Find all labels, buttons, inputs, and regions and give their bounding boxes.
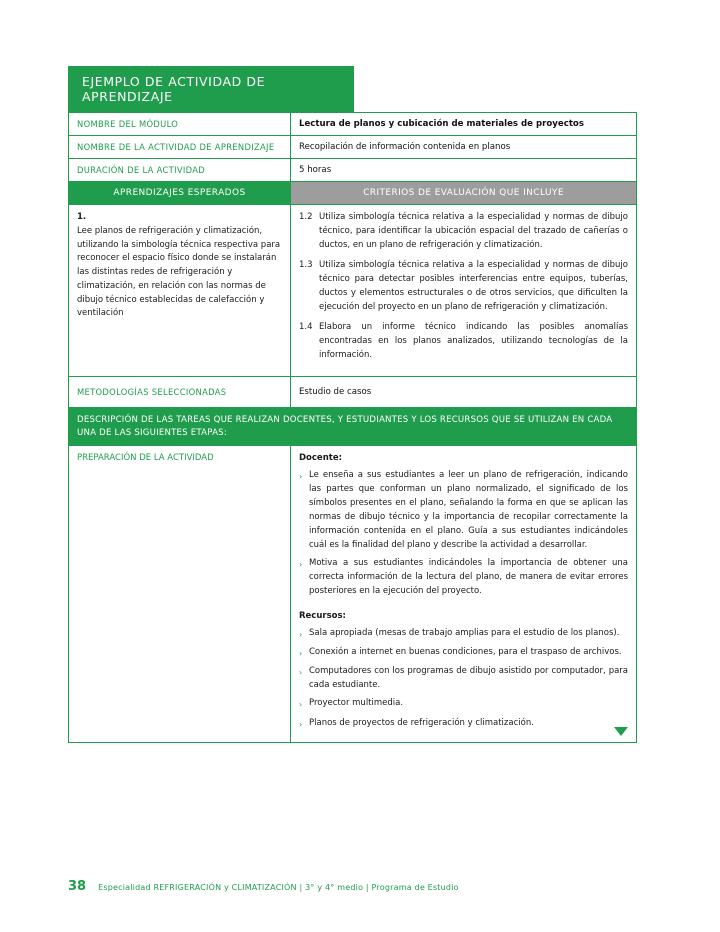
table-row-duracion [69,159,637,182]
chevron-right-icon: › [299,560,303,570]
list-item [299,697,628,711]
label-preparacion-actividad: PREPARACIÓN DE LA ACTIVIDAD [69,446,291,742]
list-item-text: Sala apropiada (mesas de trabajo amplias para el estudio de los planos). [309,627,620,638]
table-row-metodologias [69,376,637,407]
list-item-text: Planos de proyectos de refrigeración y climatización. [309,717,534,728]
chevron-right-icon: › [299,700,303,710]
criterio-item [299,321,628,362]
header-criterios-evaluacion: CRITERIOS DE EVALUACIÓN QUE INCLUYE [291,182,637,205]
descripcion-banner: DESCRIPCIÓN DE LAS TAREAS QUE REALIZAN DOCENTES, Y ESTUDIANTES Y LOS RECURSOS QUE SE UTILIZAN EN CADA UNA DE LAS SIGUIENTES ETAPAS: [69,407,637,446]
table-row-preparacion [69,446,637,742]
criterio-text: Utiliza simbología técnica relativa a la especialidad y normas de dibujo técnico, para identificar la ubicación espacial del trazado de cañerías o ductos, en un plano de refrigeración y climatización. [319,212,628,250]
value-modulo: Lectura de planos y cubicación de materiales de proyectos [291,113,637,136]
page-footer [68,879,459,894]
activity-sheet [68,66,636,743]
cell-criterios [291,205,637,377]
arrow-down-icon [614,727,628,736]
aprendizaje-number: 1. [77,212,87,222]
cell-aprendizaje [69,205,291,377]
chevron-right-icon: › [299,719,303,729]
docente-title: Docente: [299,453,342,464]
list-item-text: Motiva a sus estudiantes indicándoles la importancia de obtener una correcta información de la lectura del plano, de manera de evitar errores posteriores en la ejecución del proyecto. [309,558,628,597]
activity-table [68,112,637,743]
table-row-modulo [69,113,637,136]
list-item [299,646,628,660]
list-item [299,627,628,641]
value-duracion: 5 horas [291,159,637,182]
label-modulo: NOMBRE DEL MÓDULO [69,113,291,136]
table-row-headers [69,182,637,205]
label-actividad: NOMBRE DE LA ACTIVIDAD DE APRENDIZAJE [69,136,291,159]
recursos-title: Recursos: [299,610,346,621]
label-metodologias: METODOLOGÍAS SELECCIONADAS [69,376,291,407]
list-item-text: Le enseña a sus estudiantes a leer un plano de refrigeración, indicando las partes que conforman un plano normalizado, el significado de los símbolos presentes en el plano, señalando la forma en que se aplican las normas de dibujo técnico y la importancia de recopilar correctamente la información contenida en el plano. Guía a sus estudiantes indicándoles cuál es la finalidad del plano y describe la actividad a desarrollar. [309,470,628,550]
list-item [299,665,628,693]
aprendizaje-text: Lee planos de refrigeración y climatización, utilizando la simbología técnica respectiva para reconocer el espacio físico donde se instalarán las distintas redes de refrigeración y climatización, en relación con las normas de dibujo técnico establecidas de calefacción y ventilación [77,225,281,319]
chevron-right-icon: › [299,648,303,658]
value-metodologias: Estudio de casos [291,376,637,407]
list-item-text: Proyector multimedia. [309,698,404,709]
criterio-text: Elabora un informe técnico indicando las posibles anomalías encontradas en los planos analizados, utilizando tecnologías de la información. [319,322,628,360]
criterio-item [299,259,628,314]
criterio-number: 1.3 [299,260,313,271]
chevron-right-icon: › [299,472,303,482]
value-actividad: Recopilación de información contenida en planos [291,136,637,159]
table-row-content [69,205,637,377]
page-number: 38 [68,879,87,894]
list-item-text: Conexión a internet en buenas condiciones, para el traspaso de archivos. [309,646,622,657]
criterio-number: 1.2 [299,212,313,222]
activity-banner-title: EJEMPLO DE ACTIVIDAD DE APRENDIZAJE [68,66,354,112]
list-item [299,717,628,731]
chevron-right-icon: › [299,629,303,639]
header-aprendizajes-esperados: APRENDIZAJES ESPERADOS [69,182,291,205]
chevron-right-icon: › [299,667,303,677]
table-row-descripcion-banner [69,407,637,446]
criterio-item [299,211,628,252]
list-item [299,469,628,552]
cell-tareas [291,446,637,742]
criterio-number: 1.4 [299,322,313,333]
label-duracion: DURACIÓN DE LA ACTIVIDAD [69,159,291,182]
list-item [299,557,628,599]
criterio-text: Utiliza simbología técnica relativa a la especialidad y normas de dibujo técnico para detectar posibles interferencias entre equipos, tuberías, ductos y elementos estructurales o de otros servicios, que dificulten la ejecución del proyecto en un plano de refrigeración y climatización. [319,260,628,312]
footer-text: Especialidad REFRIGERACIÓN y CLIMATIZACIÓN | 3° y 4° medio | Programa de Estudio [98,883,459,892]
list-item-text: Computadores con los programas de dibujo asistido por computador, para cada estudiante. [309,665,628,690]
table-row-actividad [69,136,637,159]
